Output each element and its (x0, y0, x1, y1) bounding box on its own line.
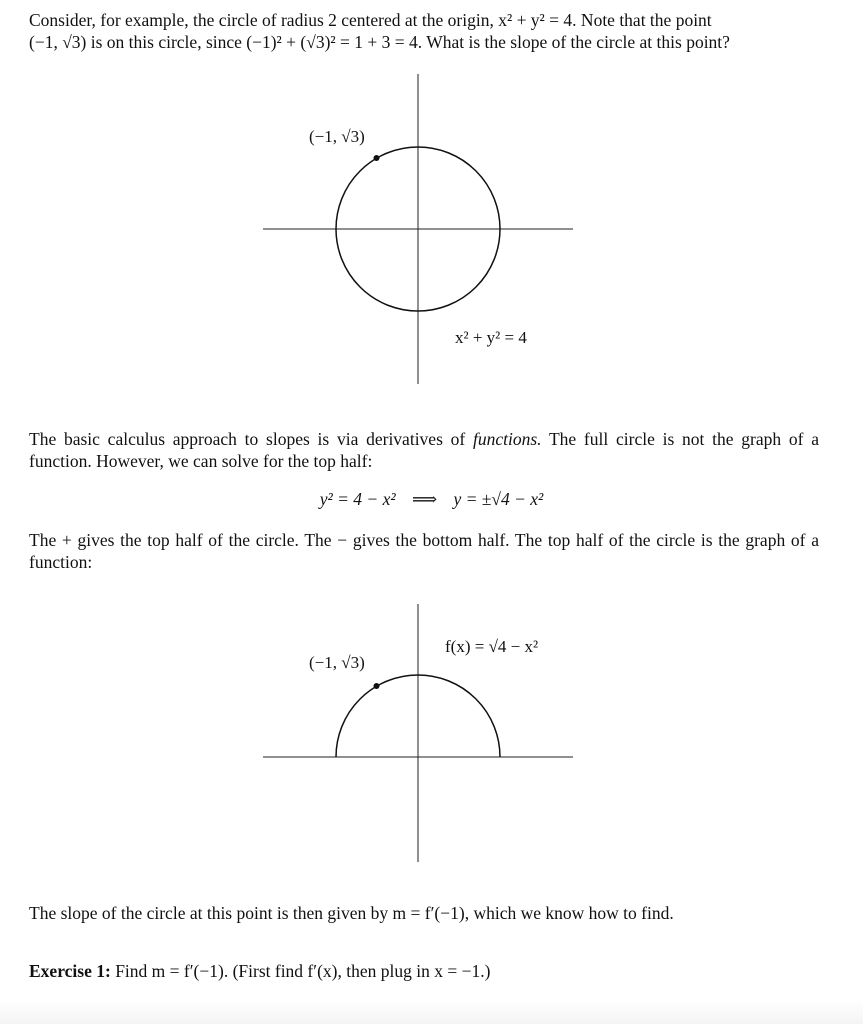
intro-line-2: (−1, √3) is on this circle, since (−1)² + (√3)² = 1 + 3 = 4. What is the slope of the circle at this point? (29, 32, 730, 52)
exercise (29, 960, 819, 982)
calculus-text-start: The basic calculus approach to slopes is via derivatives of (29, 429, 473, 449)
calculus-text-emphasis: functions. (472, 429, 542, 449)
implies-arrow: ⟹ (411, 489, 438, 509)
display-equation (0, 488, 863, 510)
exercise-text: Find m = f′(−1). (First find f′(x), then plug in x = −1.) (110, 961, 491, 981)
circle-figure (0, 70, 863, 390)
point-label: (−1, √3) (309, 653, 365, 672)
top-half-paragraph: The + gives the top half of the circle. The − gives the bottom half. The top half of the circle is the graph of a function: (29, 530, 819, 572)
circle-equation-label: x² + y² = 4 (455, 328, 527, 347)
slope-paragraph: The slope of the circle at this point is then given by m = f′(−1), which we know how to find. (29, 903, 674, 923)
intro-line-1: Consider, for example, the circle of radius 2 centered at the origin, x² + y² = 4. Note that the point (29, 10, 712, 30)
function-label: f(x) = √4 − x² (445, 637, 539, 656)
calculus-paragraph (29, 428, 819, 472)
point-marker (374, 683, 380, 689)
point-label: (−1, √3) (309, 127, 365, 146)
calculus-text-end: The full circle is not the graph of a function. However, we can solve for the top half: (29, 429, 819, 471)
equation-left: y² = 4 − x² (319, 489, 396, 509)
page-bottom-shade (0, 1000, 863, 1024)
intro-paragraph (29, 9, 819, 53)
semicircle-figure (0, 604, 863, 864)
equation-right: y = ±√4 − x² (453, 489, 544, 509)
exercise-label: Exercise 1: (29, 961, 111, 981)
point-marker (374, 155, 380, 161)
